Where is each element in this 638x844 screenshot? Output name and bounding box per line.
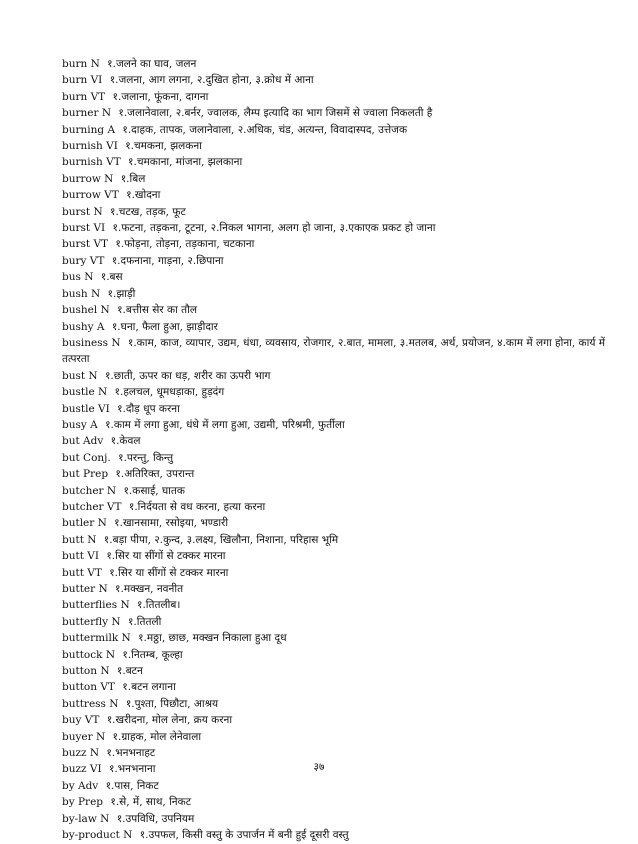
entry-headword: buy VT [62,714,100,727]
entry-definition: १.जलानेवाला, २.बर्नर, ज्वालक, लैम्प इत्यादि का भाग जिसमें से ज्वाला निकलती है [118,107,433,120]
entry-headword: bushel N [62,304,110,317]
entry-headword: butcher VT [62,500,122,513]
entry-headword: buttermilk N [62,632,131,645]
entry-definition: १.मठ्ठा, छाछ, मक्खन निकाला हुआ दूध [138,632,287,645]
dictionary-entry [62,597,610,613]
entry-definition: १.से, में, साथ, निकट [110,796,191,809]
dictionary-entry [62,269,610,285]
entry-headword: burn VT [62,90,106,103]
entry-headword: by-product N [62,829,133,842]
entry-definition: १.काम में लगा हुआ, धंधे में लगा हुआ, उद्यमी, परिश्रमी, फुर्तीला [105,418,345,431]
dictionary-entry [62,154,610,170]
entry-definition: १.सिर या सींगों से टक्कर मारना [109,566,229,579]
dictionary-entry [62,56,610,72]
entry-headword: buyer N [62,730,106,743]
dictionary-entry [62,745,610,761]
entry-headword: burrow VT [62,189,119,202]
dictionary-entry [62,515,610,531]
entry-headword: burst N [62,205,103,218]
entry-definition: १.चमकाना, मांजना, झलकाना [128,156,243,169]
entry-headword: butter N [62,583,108,595]
entry-definition: १.बस [100,271,123,284]
dictionary-entry [62,72,610,88]
entry-headword: buzz N [62,747,100,760]
entry-definition: १.मक्खन, नवनीत [115,583,184,595]
dictionary-entry [62,466,610,482]
entry-headword: bustle N [62,386,108,399]
entry-definition: १.दफनाना, गाड़ना, २.छिपाना [111,254,224,267]
dictionary-entry [62,450,610,466]
entry-definition: १.पुश्ता, पिछौटा, आश्रय [125,697,219,710]
dictionary-entry [62,614,610,630]
entry-headword: by-law N [62,812,110,825]
dictionary-entry [62,499,610,515]
entry-definition: १.खानसामा, रसोइया, भण्डारी [114,517,229,530]
entry-definition: १.बटन [116,665,143,678]
page-number: ३७ [313,761,325,773]
entry-headword: butt VI [62,550,99,563]
dictionary-entry [62,204,610,220]
entry-definition: १.पास, निकट [105,779,159,792]
dictionary-entry [62,122,610,138]
entry-headword: bustle VI [62,402,110,415]
entry-definition: १.छाती, ऊपर का धड़, शरीर का ऊपरी भाग [104,369,271,382]
entry-list [62,56,610,844]
dictionary-entry [62,319,610,335]
dictionary-entry [62,827,610,843]
dictionary-entry [62,565,610,581]
entry-headword: bus N [62,271,94,284]
dictionary-entry [62,138,610,154]
entry-definition: १.नितम्ब, कूल्हा [122,648,183,661]
entry-headword: butt N [62,533,97,546]
entry-definition: १.बत्तीस सेर का तौल [117,304,197,317]
entry-headword: butterflies N [62,599,130,612]
entry-headword: but Adv [62,435,104,448]
dictionary-entry [62,368,610,384]
dictionary-entry [62,532,610,548]
entry-headword: butler N [62,517,107,530]
entry-headword: butterfly N [62,615,121,628]
entry-headword: by Prep [62,796,104,809]
entry-definition: १.बटन लगाना [122,681,176,694]
entry-definition: १.दौड़ धूप करना [117,402,180,415]
entry-definition: १.तितलीब। [137,599,181,612]
dictionary-entry [62,548,610,564]
dictionary-entry [62,89,610,105]
dictionary-entry [62,433,610,449]
dictionary-entry [62,417,610,433]
entry-headword: business N [62,336,121,349]
entry-headword: bush N [62,287,101,300]
dictionary-entry [62,794,610,810]
dictionary-entry [62,286,610,302]
entry-headword: button VT [62,681,115,694]
dictionary-entry [62,483,610,499]
dictionary-entry [62,384,610,400]
entry-definition: १.केवल [110,435,141,448]
dictionary-entry [62,647,610,663]
entry-headword: busy A [62,418,98,431]
dictionary-entry [62,236,610,252]
entry-headword: burnish VI [62,140,118,153]
entry-headword: button N [62,665,110,678]
entry-definition: १.फटना, तड़कना, टूटना, २.निकल भागना, अलग हो जाना, ३.एकाएक प्रकट हो जाना [112,222,436,235]
dictionary-entry [62,335,610,368]
entry-headword: buzz VI [62,763,102,776]
entry-headword: but Prep [62,468,109,481]
entry-definition: १.दाहक, तापक, जलानेवाला, २.अधिक, चंड, अत्यन्त, विवादास्पद, उत्तेजक [122,123,408,136]
entry-definition: १.बड़ा पीपा, २.कुन्द, ३.लक्ष्य, खिलौना, निशाना, परिहास भूमि [103,533,339,546]
entry-headword: burnish VT [62,156,121,169]
entry-headword: by Adv [62,779,99,792]
entry-definition: १.ग्राहक, मोल लेनेवाला [112,730,202,743]
entry-definition: १.काम, काज, व्यापार, उद्यम, धंधा, व्यवसाय, रोजगार, २.बात, मामला, ३.मतलब, अर्थ, प्रयोजन, ४.काम में लगा होना, कार्य में तत्परता [62,336,606,366]
dictionary-entry [62,401,610,417]
entry-definition: १.झाड़ी [107,287,136,300]
entry-definition: १.भनभनाहट [106,747,156,760]
entry-definition: १.खोदना [126,189,161,202]
dictionary-entry [62,811,610,827]
entry-headword: burrow N [62,172,114,185]
entry-headword: burner N [62,107,112,120]
dictionary-entry [62,729,610,745]
dictionary-entry [62,778,610,794]
dictionary-entry [62,679,610,695]
dictionary-entry [62,253,610,269]
dictionary-entry [62,696,610,712]
entry-headword: bury VT [62,254,105,267]
entry-definition: १.तितली [127,615,162,628]
entry-headword: butt VT [62,566,102,579]
entry-definition: १.परन्तु, किन्तु [118,451,174,464]
dictionary-entry [62,581,610,597]
dictionary-entry [62,712,610,728]
entry-headword: burn VI [62,74,103,87]
entry-definition: १.जलना, आग लगना, २.दुखित होना, ३.क्रोध में आना [109,74,314,87]
entry-headword: burning A [62,123,116,136]
entry-definition: १.जलाना, फूंकना, दागना [112,90,209,103]
entry-definition: १.अतिरिक्त, उपरान्त [115,468,195,481]
entry-headword: burn N [62,58,100,70]
entry-headword: butcher N [62,484,117,497]
dictionary-entry [62,171,610,187]
entry-headword: burst VT [62,238,109,251]
entry-headword: buttress N [62,697,119,710]
dictionary-entry [62,302,610,318]
dictionary-entry [62,187,610,203]
entry-definition: १.हलचल, धूमधड़ाका, हुड़दंग [114,386,225,399]
entry-definition: १.सिर या सींगों से टक्कर मारना [106,550,226,563]
dictionary-entry [62,630,610,646]
dictionary-entry [62,663,610,679]
entry-definition: १.चमकना, झलकना [125,140,202,153]
dictionary-entry [62,105,610,121]
dictionary-entry [62,220,610,236]
entry-definition: १.कसाई, घातक [123,484,185,497]
entry-definition: १.फोड़ना, तोड़ना, तड़काना, चटकाना [115,238,255,251]
entry-headword: but Conj. [62,451,111,464]
entry-definition: १.जलने का घाव, जलन [107,58,197,70]
entry-definition: १.निर्दयता से वध करना, हत्या करना [128,500,266,513]
entry-headword: bushy A [62,320,105,333]
entry-definition: १.उपफल, किसी वस्तु के उपार्जन में बनी हुई दूसरी वस्तु [139,829,349,842]
entry-definition: १.घना, फैला हुआ, झाड़ीदार [111,320,218,333]
entry-headword: buttock N [62,648,116,661]
entry-definition: १.भनभनाना [108,763,156,776]
entry-definition: १.चटख, तड़क, फूट [109,205,186,218]
entry-definition: १.उपविधि, उपनियम [116,812,195,825]
entry-headword: burst VI [62,222,106,235]
entry-definition: १.बिल [120,172,146,185]
entry-headword: bust N [62,369,98,382]
entry-definition: १.खरीदना, मोल लेना, क्रय करना [106,714,233,727]
